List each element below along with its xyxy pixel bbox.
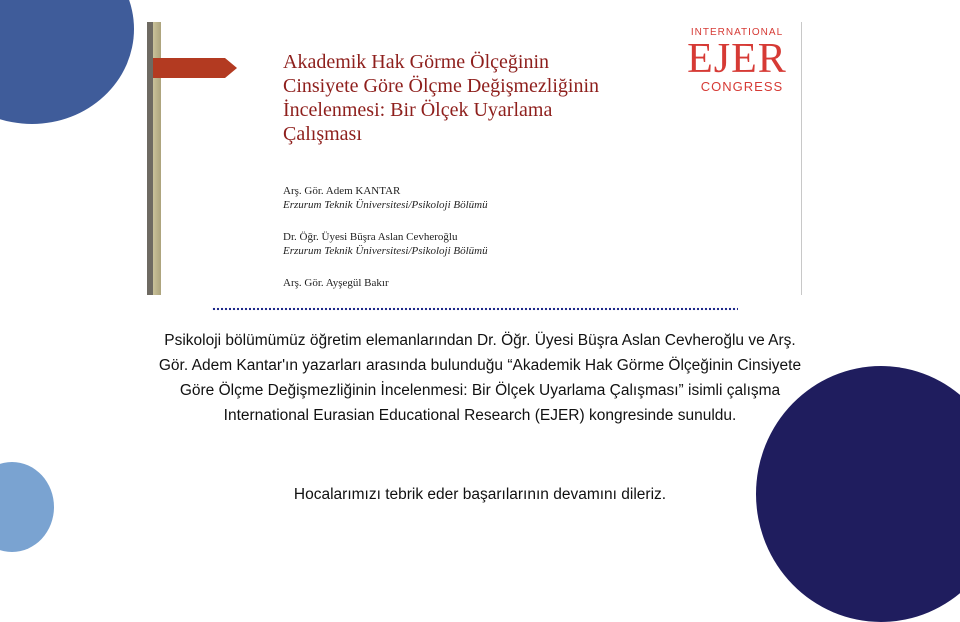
- author-name: Dr. Öğr. Üyesi Büşra Aslan Cevheroğlu: [283, 231, 458, 243]
- announcement-text: [150, 328, 810, 428]
- slide-title: Akademik Hak Görme Ölçeğinin Cinsiyete Göre Ölçme Değişmezliğinin İncelenmesi: Bir Ölçek Uyarlama Çalışması: [283, 51, 600, 145]
- author-entry: [283, 276, 389, 290]
- arrow-flag-icon: [153, 55, 239, 81]
- author-affiliation: Erzurum Teknik Üniversitesi/Psikoloji Bölümü: [283, 245, 488, 257]
- author-name: Arş. Gör. Ayşegül Bakır: [283, 277, 389, 289]
- slide-border: [801, 22, 802, 295]
- author-entry: [283, 230, 488, 258]
- decorative-circle-bottom-left: [0, 462, 54, 552]
- announcement-paragraph: Psikoloji bölümümüz öğretim elemanlarından Dr. Öğr. Üyesi Büşra Aslan Cevheroğlu ve Arş. Gör. Adem Kantar'ın yazarları arasında bulunduğu “Akademik Hak Görme Ölçeğinin Cinsiyete Göre Ölçme Değişmezliğinin İncelenmesi: Bir Ölçek Uyarlama Çalışması” isimli çalışma International Eurasian Educational Research (EJER) kongresinde sunuldu.: [158, 332, 802, 424]
- logo-main-text: EJER: [687, 36, 787, 82]
- author-affiliation: Erzurum Teknik Üniversitesi/Psikoloji Bölümü: [283, 199, 488, 211]
- congratulations-text: Hocalarımızı tebrik eder başarılarının devamını dileriz.: [293, 486, 667, 503]
- author-name: Arş. Gör. Adem KANTAR: [283, 185, 401, 197]
- dotted-divider: [212, 307, 738, 311]
- logo-bottom-text: CONGRESS: [700, 79, 784, 94]
- ejer-congress-logo: [677, 27, 797, 97]
- decorative-circle-top-left: [0, 0, 134, 124]
- presentation-slide-image: [147, 22, 802, 295]
- logo-top-text: INTERNATIONAL: [690, 27, 784, 38]
- author-entry: [283, 184, 488, 212]
